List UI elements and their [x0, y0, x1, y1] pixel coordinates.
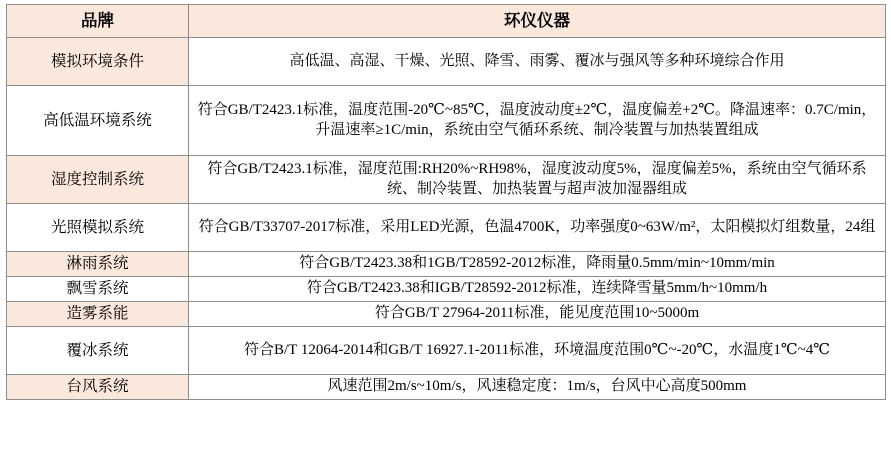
table-row [7, 375, 886, 400]
row-value-text: 符合B/T 12064-2014和GB/T 16927.1-2011标准，环境温度范围0℃~-20℃，水温度1℃~4℃ [244, 341, 830, 358]
table-header-row [7, 5, 886, 38]
row-label: 造雾系能 [7, 302, 189, 327]
row-value [189, 302, 886, 327]
row-value [189, 375, 886, 400]
table-row [7, 38, 886, 86]
table-row [7, 156, 886, 204]
row-value-text: 符合GB/T2423.1标准，湿度范围:RH20%~RH98%，湿度波动度5%，湿度偏差5%，系统由空气循环系统、制冷装置、加热装置与超声波加湿器组成 [207, 161, 867, 197]
table-row [7, 204, 886, 252]
row-value [189, 86, 886, 156]
row-value-text: 符合GB/T2423.38和IGB/T28592-2012标准，连续降雪量5mm/h~10mm/h [306, 280, 768, 297]
row-value-text: 风速范围2m/s~10m/s，风速稳定度：1m/s，台风中心高度500mm [327, 378, 747, 395]
table-row [7, 86, 886, 156]
table-row [7, 302, 886, 327]
row-value [189, 277, 886, 302]
row-value [189, 38, 886, 86]
row-value [189, 252, 886, 277]
row-label: 淋雨系统 [7, 252, 189, 277]
row-value-text: 符合GB/T33707-2017标准，采用LED光源，色温4700K，功率强度0~63W/m²，太阳模拟灯组数量，24组 [198, 218, 876, 235]
row-label: 高低温环境系统 [7, 86, 189, 156]
row-label: 模拟环境条件 [7, 38, 189, 86]
row-value [189, 327, 886, 375]
row-value [189, 204, 886, 252]
table-row [7, 252, 886, 277]
row-value-text: 高低温、高湿、干燥、光照、降雪、雨雾、覆冰与强风等多种环境综合作用 [289, 52, 785, 69]
table-header-value: 环仪仪器 [189, 5, 886, 38]
row-value-text: 符合GB/T2423.1标准，温度范围-20℃~85℃，温度波动度±2℃，温度偏差+2℃。降温速率：0.7C/min，升温速率≥1C/min，系统由空气循环系统、制冷装置与加热装置组成 [197, 102, 877, 138]
row-label: 湿度控制系统 [7, 156, 189, 204]
row-value [189, 156, 886, 204]
row-label: 覆冰系统 [7, 327, 189, 375]
table-row [7, 277, 886, 302]
specification-table [6, 4, 886, 400]
row-label: 飘雪系统 [7, 277, 189, 302]
row-label: 光照模拟系统 [7, 204, 189, 252]
row-value-text: 符合GB/T 27964-2011标准，能见度范围10~5000m [374, 305, 700, 322]
row-label: 台风系统 [7, 375, 189, 400]
table-row [7, 327, 886, 375]
row-value-text: 符合GB/T2423.38和1GB/T28592-2012标准，降雨量0.5mm/min~10mm/min [299, 255, 775, 272]
table-header-brand: 品牌 [7, 5, 189, 38]
